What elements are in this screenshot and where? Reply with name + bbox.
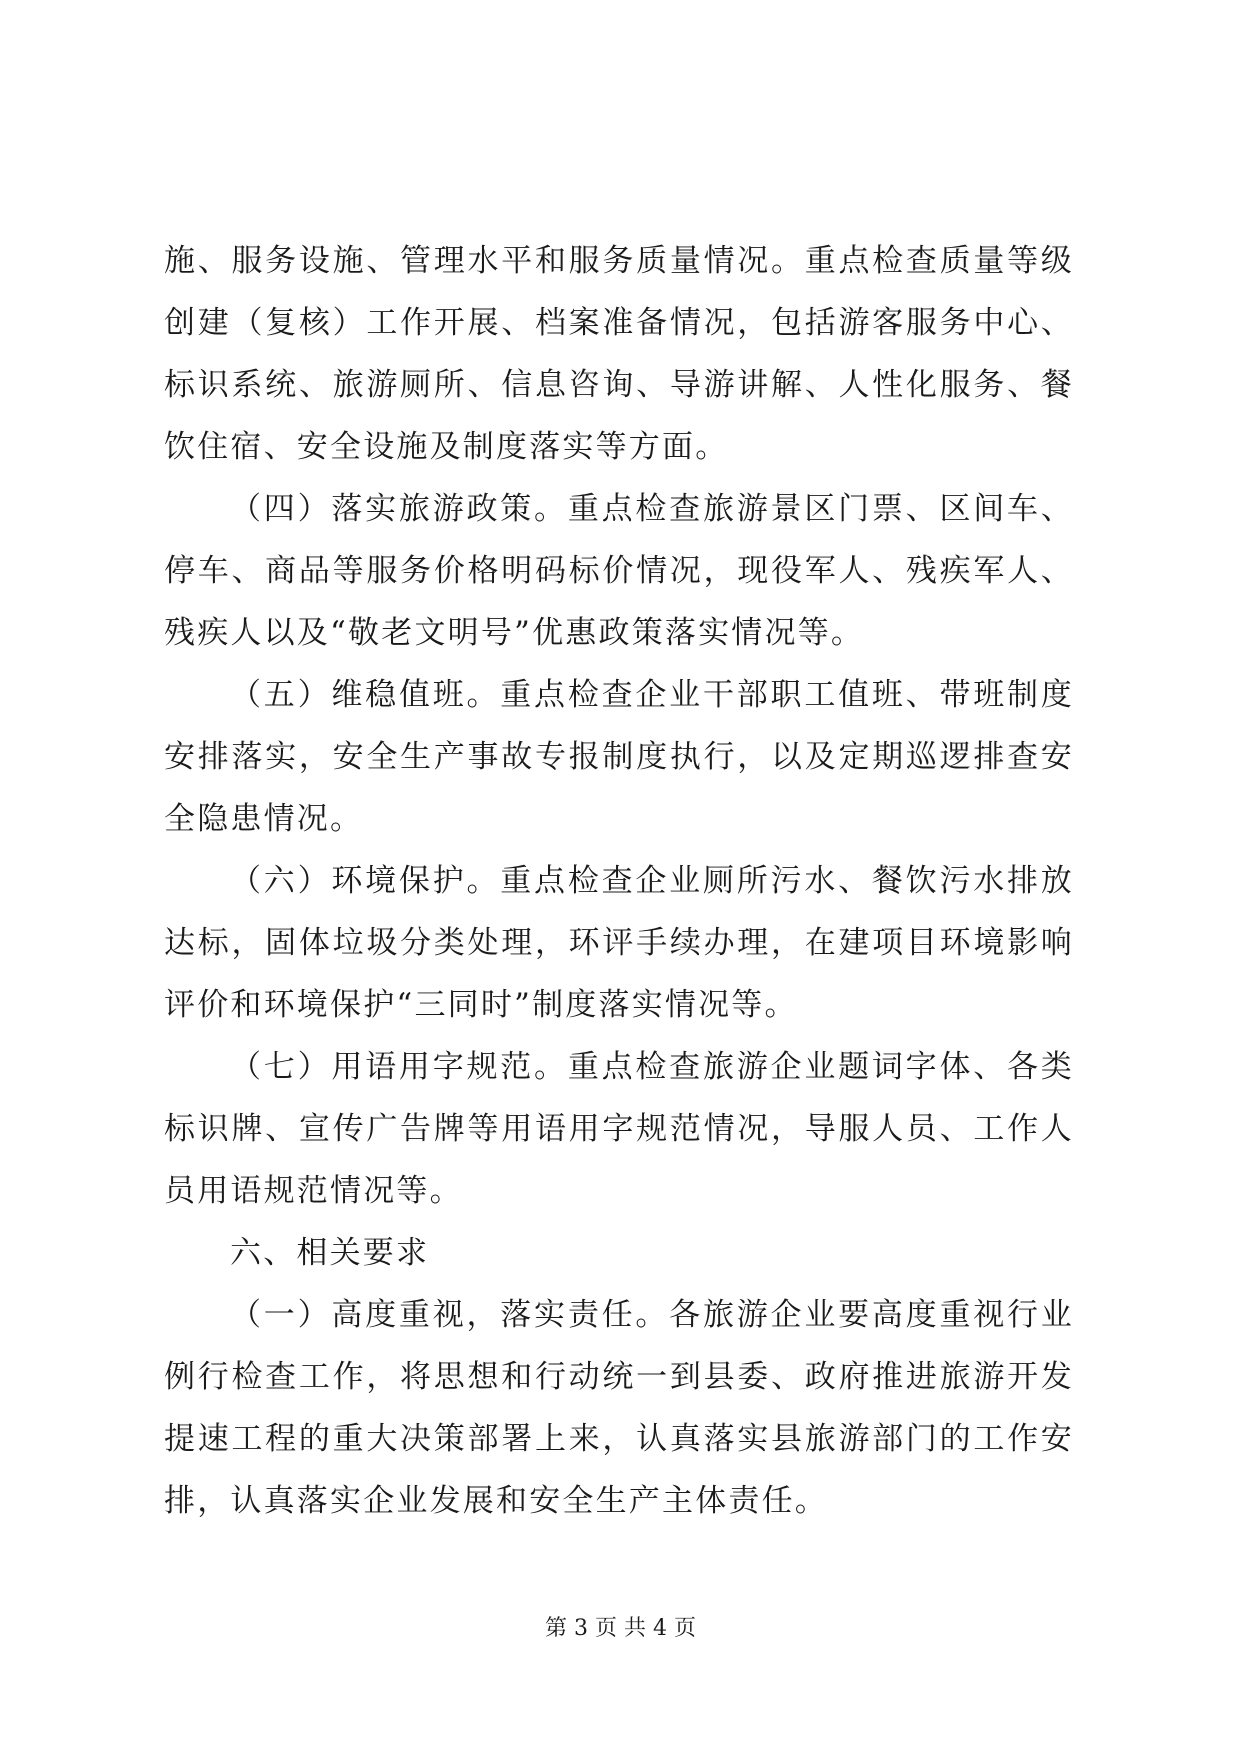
paragraph-tourism-policy: （四）落实旅游政策。重点检查旅游景区门票、区间车、停车、商品等服务价格明码标价情况，现役军人、残疾军人、残疾人以及“敬老文明号”优惠政策落实情况等。 (164, 491, 1074, 651)
document-body (164, 230, 1074, 1532)
paragraph-continuation: 施、服务设施、管理水平和服务质量情况。重点检查质量等级创建（复核）工作开展、档案准备情况，包括游客服务中心、标识系统、旅游厕所、信息咨询、导游讲解、人性化服务、餐饮住宿、安全设施及制度落实等方面。 (164, 243, 1074, 465)
paragraph-environment: （六）环境保护。重点检查企业厕所污水、餐饮污水排放达标，固体垃圾分类处理，环评手续办理，在建项目环境影响评价和环境保护“三同时”制度落实情况等。 (164, 863, 1074, 1023)
page-number-footer: 第 3 页 共 4 页 (545, 1616, 696, 1641)
section-heading-requirements: 六、相关要求 (230, 1235, 430, 1271)
paragraph-language-norms: （七）用语用字规范。重点检查旅游企业题词字体、各类标识牌、宣传广告牌等用语用字规范情况，导服人员、工作人员用语规范情况等。 (164, 1049, 1074, 1209)
paragraph-responsibility: （一）高度重视，落实责任。各旅游企业要高度重视行业例行检查工作，将思想和行动统一到县委、政府推进旅游开发提速工程的重大决策部署上来，认真落实县旅游部门的工作安排，认真落实企业发展和安全生产主体责任。 (164, 1297, 1074, 1519)
paragraph-stability-duty: （五）维稳值班。重点检查企业干部职工值班、带班制度安排落实，安全生产事故专报制度执行，以及定期巡逻排查安全隐患情况。 (164, 677, 1074, 837)
